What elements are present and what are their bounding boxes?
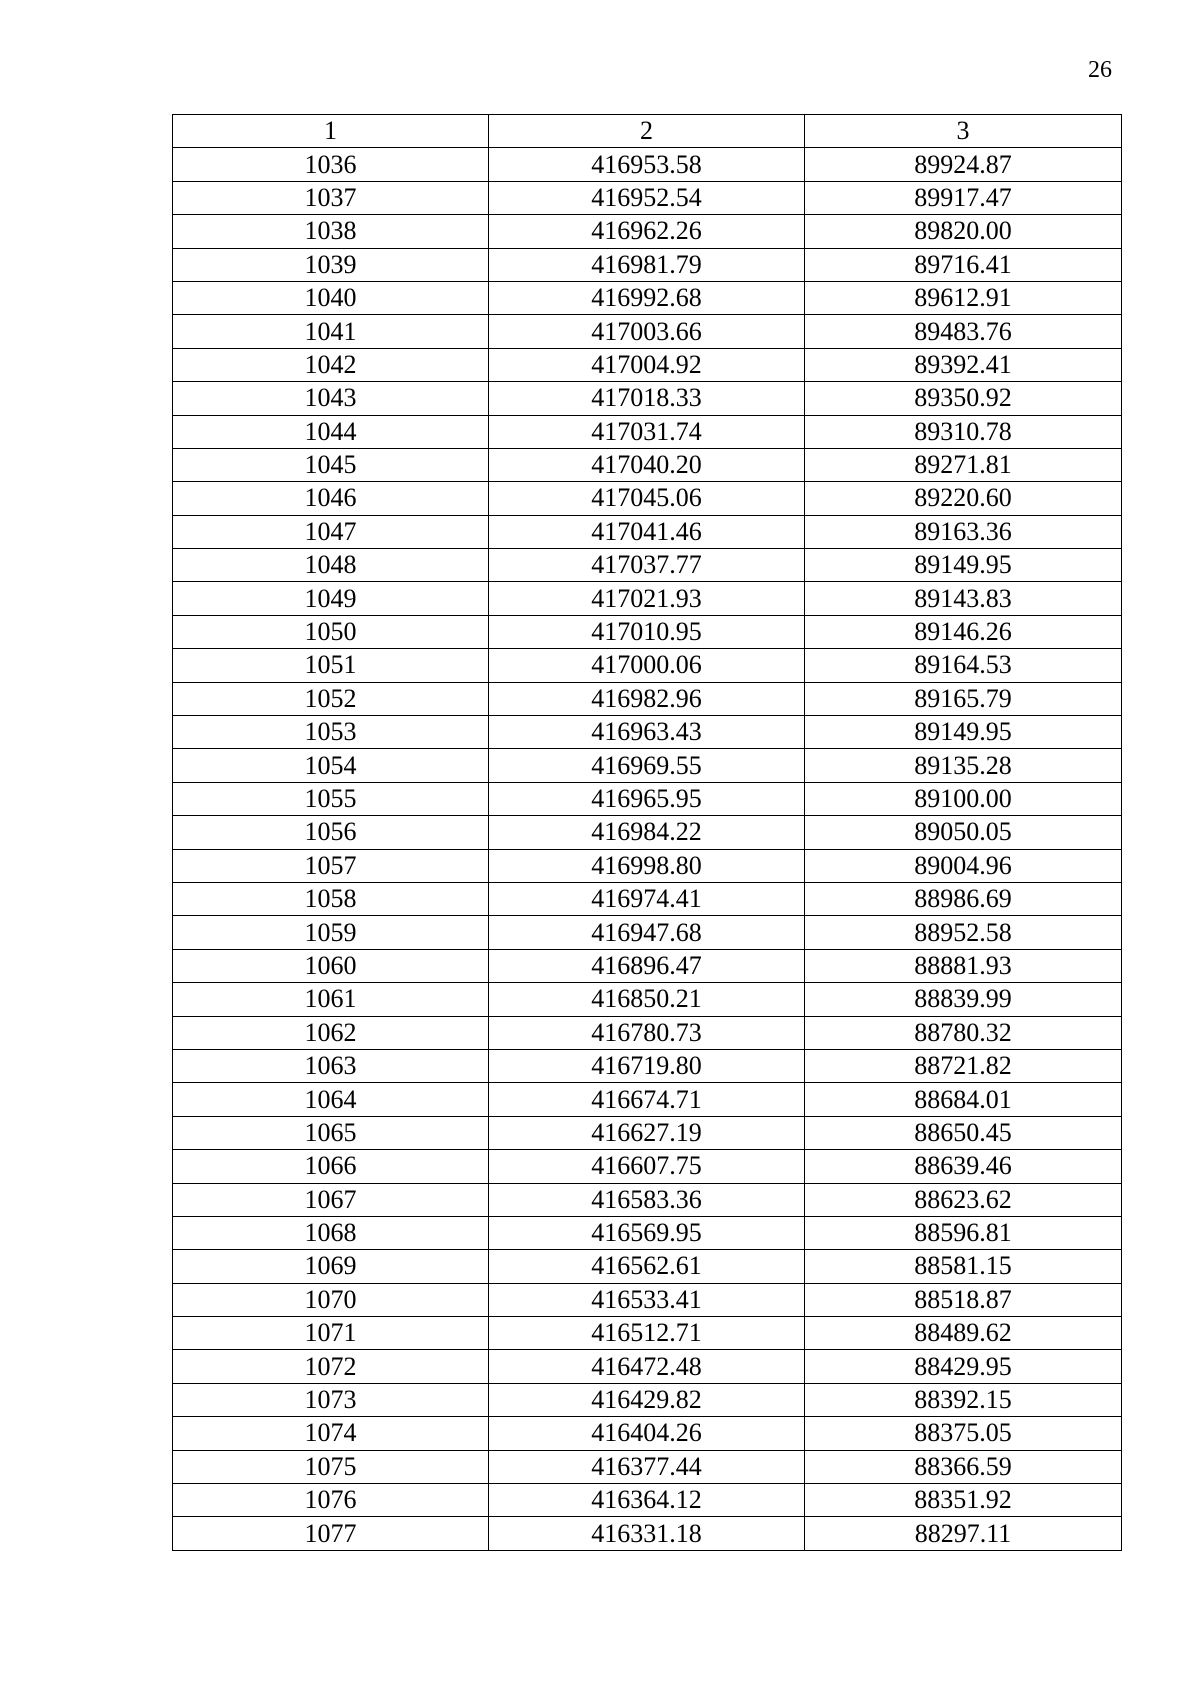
y-coordinate-cell: 88429.95	[805, 1350, 1122, 1383]
point-number-cell: 1045	[173, 448, 489, 481]
y-coordinate-cell: 88518.87	[805, 1283, 1122, 1316]
table-row	[173, 482, 1122, 515]
point-number-cell: 1073	[173, 1383, 489, 1416]
table-row	[173, 1016, 1122, 1049]
table-row	[173, 749, 1122, 782]
point-number-cell: 1056	[173, 816, 489, 849]
y-coordinate-cell: 89163.36	[805, 515, 1122, 548]
y-coordinate-cell: 88881.93	[805, 949, 1122, 982]
point-number-cell: 1055	[173, 782, 489, 815]
x-coordinate-cell: 416429.82	[489, 1383, 805, 1416]
y-coordinate-cell: 88650.45	[805, 1116, 1122, 1149]
header-cell-col-2: 2	[489, 115, 805, 148]
point-number-cell: 1046	[173, 482, 489, 515]
x-coordinate-cell: 416998.80	[489, 849, 805, 882]
point-number-cell: 1053	[173, 716, 489, 749]
x-coordinate-cell: 416965.95	[489, 782, 805, 815]
y-coordinate-cell: 89143.83	[805, 582, 1122, 615]
x-coordinate-cell: 416947.68	[489, 916, 805, 949]
y-coordinate-cell: 89220.60	[805, 482, 1122, 515]
point-number-cell: 1039	[173, 248, 489, 281]
point-number-cell: 1076	[173, 1484, 489, 1517]
x-coordinate-cell: 417031.74	[489, 415, 805, 448]
point-number-cell: 1051	[173, 649, 489, 682]
table-row	[173, 415, 1122, 448]
point-number-cell: 1072	[173, 1350, 489, 1383]
y-coordinate-cell: 88392.15	[805, 1383, 1122, 1416]
table-row	[173, 1317, 1122, 1350]
x-coordinate-cell: 416850.21	[489, 983, 805, 1016]
y-coordinate-cell: 89483.76	[805, 315, 1122, 348]
x-coordinate-cell: 416562.61	[489, 1250, 805, 1283]
x-coordinate-cell: 416984.22	[489, 816, 805, 849]
x-coordinate-cell: 416364.12	[489, 1484, 805, 1517]
y-coordinate-cell: 89350.92	[805, 382, 1122, 415]
y-coordinate-cell: 89310.78	[805, 415, 1122, 448]
point-number-cell: 1057	[173, 849, 489, 882]
point-number-cell: 1047	[173, 515, 489, 548]
table-row	[173, 515, 1122, 548]
table-row	[173, 816, 1122, 849]
point-number-cell: 1037	[173, 181, 489, 214]
table-row	[173, 1383, 1122, 1416]
y-coordinate-cell: 89165.79	[805, 682, 1122, 715]
x-coordinate-cell: 416780.73	[489, 1016, 805, 1049]
y-coordinate-cell: 89004.96	[805, 849, 1122, 882]
table-row	[173, 649, 1122, 682]
point-number-cell: 1054	[173, 749, 489, 782]
table-row	[173, 1150, 1122, 1183]
x-coordinate-cell: 417021.93	[489, 582, 805, 615]
point-number-cell: 1061	[173, 983, 489, 1016]
table-row	[173, 882, 1122, 915]
table-row	[173, 348, 1122, 381]
point-number-cell: 1074	[173, 1417, 489, 1450]
y-coordinate-cell: 89820.00	[805, 215, 1122, 248]
x-coordinate-cell: 416962.26	[489, 215, 805, 248]
y-coordinate-cell: 88375.05	[805, 1417, 1122, 1450]
y-coordinate-cell: 89135.28	[805, 749, 1122, 782]
x-coordinate-cell: 417041.46	[489, 515, 805, 548]
point-number-cell: 1070	[173, 1283, 489, 1316]
y-coordinate-cell: 89924.87	[805, 148, 1122, 181]
x-coordinate-cell: 416896.47	[489, 949, 805, 982]
point-number-cell: 1068	[173, 1216, 489, 1249]
y-coordinate-cell: 89612.91	[805, 281, 1122, 314]
x-coordinate-cell: 417040.20	[489, 448, 805, 481]
y-coordinate-cell: 88297.11	[805, 1517, 1122, 1550]
x-coordinate-cell: 416674.71	[489, 1083, 805, 1116]
x-coordinate-cell: 416472.48	[489, 1350, 805, 1383]
y-coordinate-cell: 88489.62	[805, 1317, 1122, 1350]
x-coordinate-cell: 416992.68	[489, 281, 805, 314]
x-coordinate-cell: 417000.06	[489, 649, 805, 682]
point-number-cell: 1044	[173, 415, 489, 448]
y-coordinate-cell: 88780.32	[805, 1016, 1122, 1049]
y-coordinate-cell: 88596.81	[805, 1216, 1122, 1249]
coordinates-table	[172, 114, 1122, 1551]
table-row	[173, 549, 1122, 582]
point-number-cell: 1041	[173, 315, 489, 348]
point-number-cell: 1063	[173, 1049, 489, 1082]
x-coordinate-cell: 416974.41	[489, 882, 805, 915]
table-row	[173, 1283, 1122, 1316]
table-row	[173, 582, 1122, 615]
point-number-cell: 1060	[173, 949, 489, 982]
point-number-cell: 1038	[173, 215, 489, 248]
x-coordinate-cell: 416533.41	[489, 1283, 805, 1316]
y-coordinate-cell: 88366.59	[805, 1450, 1122, 1483]
table-row	[173, 148, 1122, 181]
y-coordinate-cell: 89392.41	[805, 348, 1122, 381]
table-row	[173, 1083, 1122, 1116]
x-coordinate-cell: 416512.71	[489, 1317, 805, 1350]
x-coordinate-cell: 416331.18	[489, 1517, 805, 1550]
point-number-cell: 1052	[173, 682, 489, 715]
y-coordinate-cell: 89917.47	[805, 181, 1122, 214]
page-number: 26	[1088, 57, 1112, 83]
point-number-cell: 1064	[173, 1083, 489, 1116]
table-row	[173, 382, 1122, 415]
point-number-cell: 1049	[173, 582, 489, 615]
x-coordinate-cell: 416377.44	[489, 1450, 805, 1483]
table-row	[173, 1517, 1122, 1550]
x-coordinate-cell: 416627.19	[489, 1116, 805, 1149]
point-number-cell: 1036	[173, 148, 489, 181]
header-cell-col-3: 3	[805, 115, 1122, 148]
table-header	[173, 115, 1122, 148]
y-coordinate-cell: 89149.95	[805, 549, 1122, 582]
table-row	[173, 983, 1122, 1016]
x-coordinate-cell: 416982.96	[489, 682, 805, 715]
y-coordinate-cell: 88721.82	[805, 1049, 1122, 1082]
table-row	[173, 248, 1122, 281]
table-body	[173, 148, 1122, 1550]
y-coordinate-cell: 89271.81	[805, 448, 1122, 481]
x-coordinate-cell: 417004.92	[489, 348, 805, 381]
table-row	[173, 448, 1122, 481]
point-number-cell: 1071	[173, 1317, 489, 1350]
point-number-cell: 1043	[173, 382, 489, 415]
table-row	[173, 682, 1122, 715]
table-row	[173, 281, 1122, 314]
point-number-cell: 1042	[173, 348, 489, 381]
x-coordinate-cell: 416953.58	[489, 148, 805, 181]
x-coordinate-cell: 416607.75	[489, 1150, 805, 1183]
x-coordinate-cell: 416404.26	[489, 1417, 805, 1450]
point-number-cell: 1062	[173, 1016, 489, 1049]
x-coordinate-cell: 417010.95	[489, 615, 805, 648]
x-coordinate-cell: 416719.80	[489, 1049, 805, 1082]
y-coordinate-cell: 89146.26	[805, 615, 1122, 648]
table-row	[173, 949, 1122, 982]
point-number-cell: 1075	[173, 1450, 489, 1483]
table-row	[173, 1049, 1122, 1082]
table-row	[173, 716, 1122, 749]
point-number-cell: 1069	[173, 1250, 489, 1283]
y-coordinate-cell: 88684.01	[805, 1083, 1122, 1116]
table-row	[173, 1116, 1122, 1149]
point-number-cell: 1040	[173, 281, 489, 314]
table-row	[173, 1350, 1122, 1383]
x-coordinate-cell: 416981.79	[489, 248, 805, 281]
table-row	[173, 782, 1122, 815]
x-coordinate-cell: 416583.36	[489, 1183, 805, 1216]
x-coordinate-cell: 416963.43	[489, 716, 805, 749]
x-coordinate-cell: 416969.55	[489, 749, 805, 782]
point-number-cell: 1050	[173, 615, 489, 648]
table-row	[173, 1216, 1122, 1249]
y-coordinate-cell: 89716.41	[805, 248, 1122, 281]
y-coordinate-cell: 88952.58	[805, 916, 1122, 949]
x-coordinate-cell: 417018.33	[489, 382, 805, 415]
y-coordinate-cell: 88986.69	[805, 882, 1122, 915]
x-coordinate-cell: 417045.06	[489, 482, 805, 515]
x-coordinate-cell: 417037.77	[489, 549, 805, 582]
table-row	[173, 1484, 1122, 1517]
y-coordinate-cell: 89164.53	[805, 649, 1122, 682]
y-coordinate-cell: 88623.62	[805, 1183, 1122, 1216]
x-coordinate-cell: 417003.66	[489, 315, 805, 348]
table-row	[173, 1450, 1122, 1483]
table-row	[173, 315, 1122, 348]
y-coordinate-cell: 88351.92	[805, 1484, 1122, 1517]
point-number-cell: 1077	[173, 1517, 489, 1550]
table-row	[173, 849, 1122, 882]
point-number-cell: 1048	[173, 549, 489, 582]
table-row	[173, 1183, 1122, 1216]
table-row	[173, 916, 1122, 949]
y-coordinate-cell: 89100.00	[805, 782, 1122, 815]
y-coordinate-cell: 89050.05	[805, 816, 1122, 849]
point-number-cell: 1066	[173, 1150, 489, 1183]
y-coordinate-cell: 89149.95	[805, 716, 1122, 749]
table-row	[173, 615, 1122, 648]
header-row	[173, 115, 1122, 148]
header-cell-col-1: 1	[173, 115, 489, 148]
table-row	[173, 215, 1122, 248]
x-coordinate-cell: 416569.95	[489, 1216, 805, 1249]
point-number-cell: 1067	[173, 1183, 489, 1216]
x-coordinate-cell: 416952.54	[489, 181, 805, 214]
y-coordinate-cell: 88581.15	[805, 1250, 1122, 1283]
y-coordinate-cell: 88839.99	[805, 983, 1122, 1016]
point-number-cell: 1058	[173, 882, 489, 915]
y-coordinate-cell: 88639.46	[805, 1150, 1122, 1183]
table-row	[173, 1417, 1122, 1450]
point-number-cell: 1065	[173, 1116, 489, 1149]
point-number-cell: 1059	[173, 916, 489, 949]
table-row	[173, 181, 1122, 214]
table-row	[173, 1250, 1122, 1283]
